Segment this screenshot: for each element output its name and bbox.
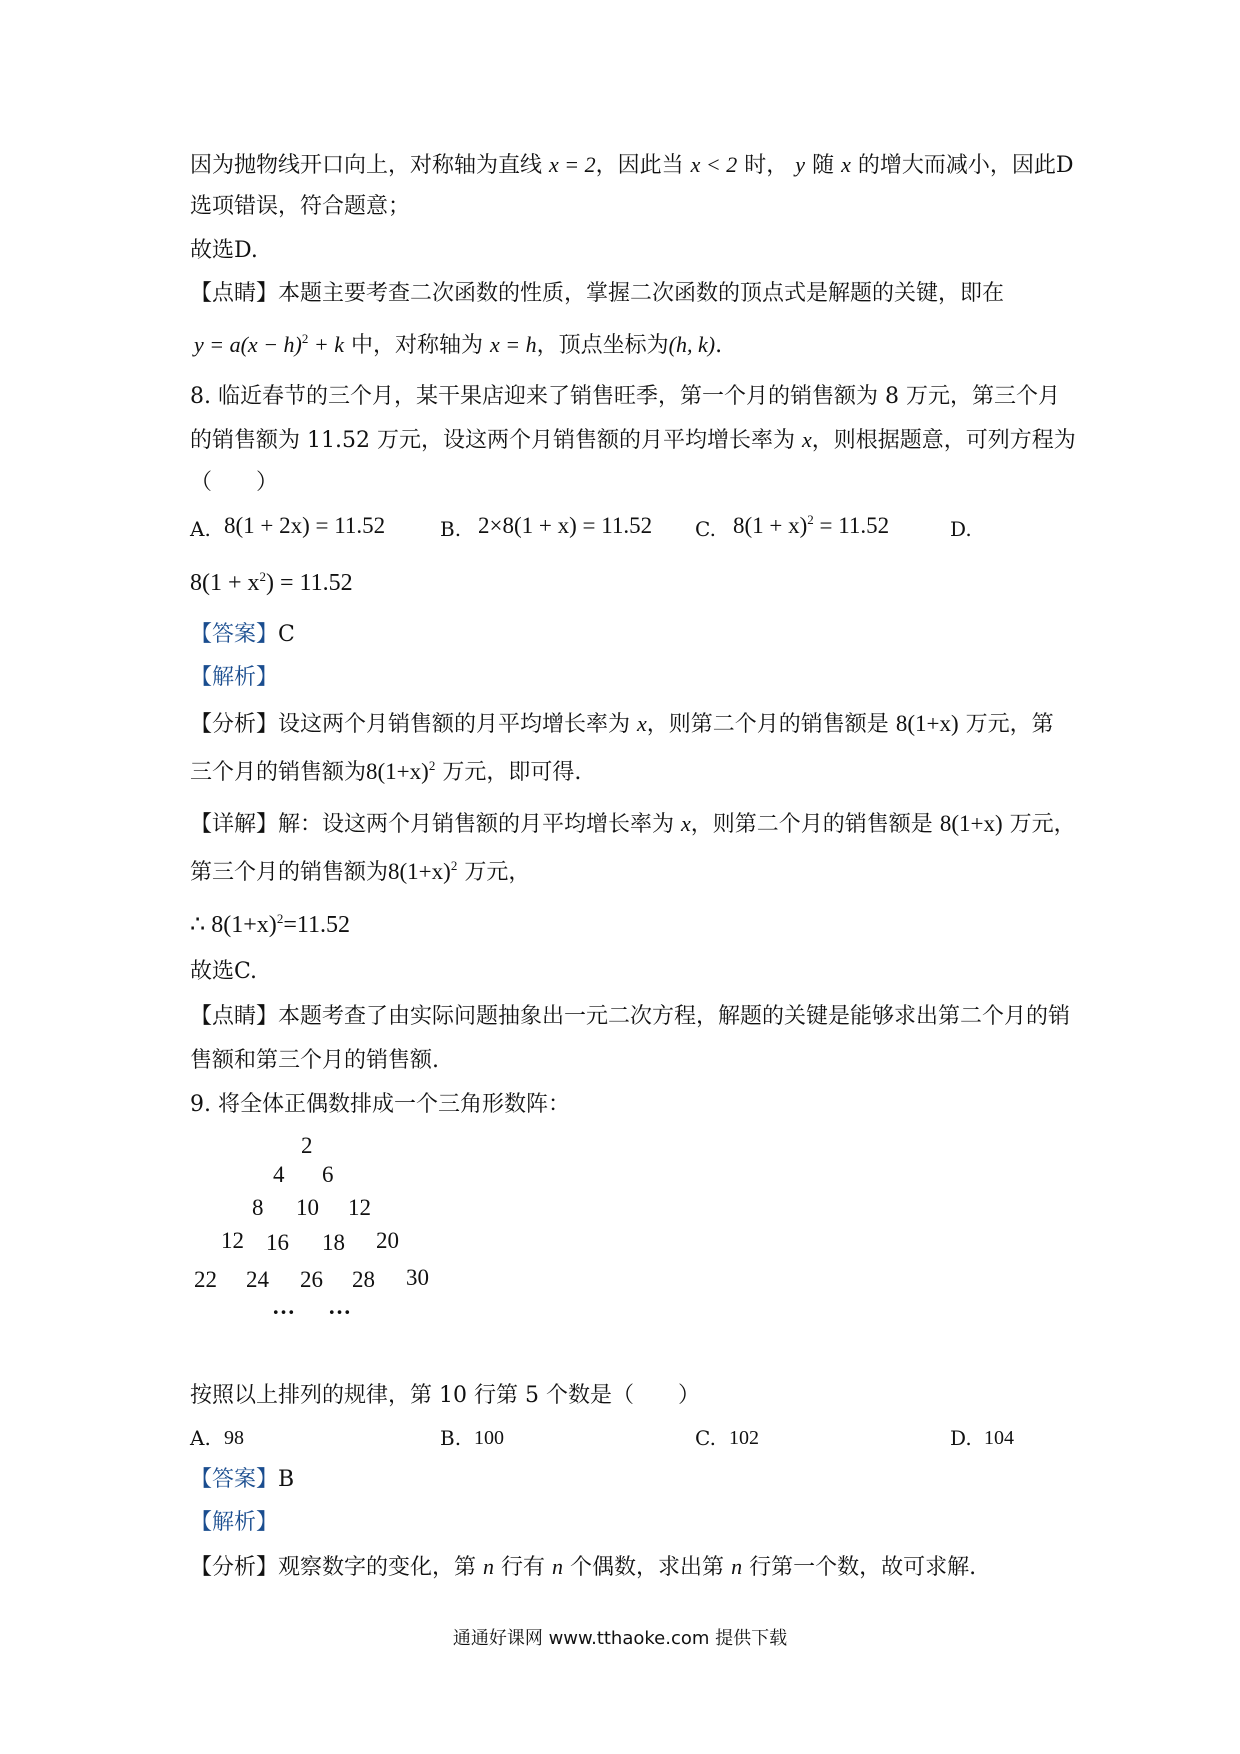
text: ) = 11.52 (266, 570, 353, 596)
text: 万元，即可得. (442, 760, 582, 785)
option-label: D. (950, 517, 972, 541)
text-line (190, 1552, 976, 1583)
q8-options (190, 514, 1070, 548)
answer-value: B (278, 1467, 295, 1492)
analysis-tag: 【解析】 (190, 665, 279, 690)
triangle-number: 26 (300, 1267, 323, 1292)
section-tag: 【详解】 (190, 812, 279, 837)
math-expression: x < 2 (690, 152, 738, 177)
question-9-line: 9. 将全体正偶数排成一个三角形数阵： (190, 1092, 570, 1117)
text: 行第一个数，故可求解. (749, 1555, 977, 1580)
section-tag: 【分析】 (190, 1555, 279, 1580)
text: 8(1+x) (366, 759, 429, 784)
section-tag: 【点睛】 (190, 281, 279, 306)
option-text: 104 (984, 1427, 1014, 1449)
triangle-number: 22 (194, 1267, 217, 1292)
answer-value: C (278, 622, 295, 647)
triangle-number: 8 (252, 1195, 264, 1220)
question-9-prompt: 按照以上排列的规律，第 10 行第 5 个数是（ ） (190, 1383, 700, 1408)
answer-tag: 【答案】 (190, 622, 279, 647)
text-line (190, 857, 530, 888)
text: =11.52 (283, 912, 350, 938)
option-label: D. (950, 1426, 972, 1450)
triangle-number: 18 (322, 1230, 345, 1255)
exponent: 2 (276, 911, 284, 926)
answer-tag: 【答案】 (190, 1467, 279, 1492)
text: 8(1 + x) (733, 513, 808, 538)
math-formula: y = a(x − h) (194, 332, 302, 357)
text: 行有 (501, 1555, 546, 1580)
text: 8(1+x) (211, 912, 277, 938)
exponent: 2 (428, 758, 436, 773)
text: 本题主要考查二次函数的性质，掌握二次函数的顶点式是解题的关键，即在 (278, 281, 1005, 306)
triangle-number: 2 (301, 1133, 313, 1158)
math-variable: x (681, 811, 691, 836)
option-text: 102 (729, 1427, 759, 1449)
text: 本题考查了由实际问题抽象出一元二次方程，解题的关键是能够求出第二个月的销 (278, 1004, 1071, 1029)
option-text: 100 (474, 1427, 504, 1449)
triangle-number: 6 (322, 1162, 334, 1187)
math-expression: x = h (490, 332, 537, 357)
text: 8(1 + x (190, 570, 260, 596)
option-label: C. (695, 1426, 716, 1450)
math-expression: (h, k) (668, 332, 716, 357)
option-label: C. (695, 517, 716, 541)
text: 三个月的销售额为 (190, 760, 367, 785)
text: 万元， (464, 860, 531, 885)
answer-line (190, 620, 295, 650)
question-8-line (190, 425, 1076, 456)
math-variable: x (801, 427, 812, 452)
q9-options (190, 1423, 1070, 1453)
option-text: 98 (224, 1427, 244, 1449)
math-expression: 8(1+x) (939, 811, 1003, 836)
analysis-tag: 【解析】 (190, 1510, 279, 1535)
exponent: 2 (301, 331, 309, 346)
text-line: 售额和第三个月的销售额. (190, 1048, 439, 1073)
text-line: 故选D. (190, 238, 258, 263)
triangle-number: 16 (266, 1230, 289, 1255)
text: 随 (812, 153, 835, 178)
section-tag: 【分析】 (190, 712, 279, 737)
math-variable: x (637, 711, 647, 736)
option-label: B. (440, 1426, 462, 1450)
question-8-line: 8. 临近春节的三个月，某干果店迎来了销售旺季，第一个月的销售额为 8 万元，第三个月 (190, 384, 1060, 409)
math-variable: n (483, 1554, 495, 1579)
text: ，因此当 (595, 153, 684, 178)
option-label: A. (190, 517, 211, 541)
triangle-number: 30 (406, 1265, 429, 1290)
math-variable: n (552, 1554, 564, 1579)
triangle-number: 28 (352, 1267, 375, 1292)
option-label: A. (190, 1426, 211, 1450)
exponent: 2 (259, 569, 267, 584)
text: 万元， (1009, 812, 1076, 837)
answer-paren: （ ） (190, 470, 279, 495)
text: 第三个月的销售额为 (190, 860, 389, 885)
math-variable: y (795, 152, 806, 177)
page-footer: 通通好课网 www.tthaoke.com 提供下载 (452, 1628, 788, 1649)
option-text: 8(1 + 2x) = 11.52 (224, 513, 386, 538)
text: 的销售额为 11.52 万元，设这两个月销售额的月平均增长率为 (190, 428, 795, 453)
text: . (715, 333, 723, 358)
therefore-symbol: ∴ (190, 912, 206, 938)
option-text: 2×8(1 + x) = 11.52 (478, 513, 653, 538)
triangle-number: 10 (296, 1195, 319, 1220)
answer-line (190, 1465, 294, 1495)
text: = 11.52 (813, 513, 890, 538)
text-line (190, 757, 581, 788)
section-tag: 【点睛】 (190, 1004, 279, 1029)
text: 设这两个月销售额的月平均增长率为 (278, 712, 631, 737)
math-expression (388, 859, 457, 884)
text-line (190, 809, 1076, 840)
text: 观察数字的变化，第 (278, 1555, 477, 1580)
text: ，则第二个月的销售额是 (646, 712, 889, 737)
math-formula: + k (308, 332, 344, 357)
exponent: 2 (807, 512, 814, 527)
triangle-number: 12 (348, 1195, 371, 1220)
triangle-number: 4 (273, 1162, 285, 1187)
option-text (733, 511, 889, 541)
math-expression (366, 759, 435, 784)
text-line (190, 709, 1054, 740)
triangle-number: 20 (376, 1228, 399, 1253)
math-variable: x (841, 152, 851, 177)
text-line: 选项错误，符合题意； (190, 194, 411, 219)
math-variable: n (731, 1554, 743, 1579)
triangle-number: 24 (246, 1267, 269, 1292)
text: 的增大而减小，因此D (857, 153, 1074, 178)
option-label: B. (440, 517, 462, 541)
text-line (190, 279, 1004, 309)
ellipsis: … (328, 1294, 351, 1319)
text: 个偶数，求出第 (570, 1555, 725, 1580)
ellipsis: … (272, 1294, 295, 1319)
equation-line (190, 910, 350, 940)
text: 万元，第 (965, 712, 1054, 737)
text: 因为抛物线开口向上，对称轴为直线 (190, 153, 543, 178)
text-line: 故选C. (190, 959, 258, 984)
math-expression: x = 2 (549, 152, 596, 177)
text: 8(1+x) (388, 859, 451, 884)
text: 时， (744, 153, 789, 178)
text-line (190, 1002, 1070, 1032)
text: 解：设这两个月销售额的月平均增长率为 (278, 812, 675, 837)
text: ，则根据题意，可列方程为 (811, 428, 1076, 453)
text-line (190, 150, 1073, 181)
text: 中，对称轴为 (351, 333, 484, 358)
text: ，顶点坐标为 (536, 333, 669, 358)
exponent: 2 (450, 858, 458, 873)
option-d-text (190, 568, 353, 598)
math-expression: 8(1+x) (895, 711, 959, 736)
text-line (194, 330, 722, 361)
triangle-number: 12 (221, 1228, 244, 1253)
text: ，则第二个月的销售额是 (690, 812, 933, 837)
